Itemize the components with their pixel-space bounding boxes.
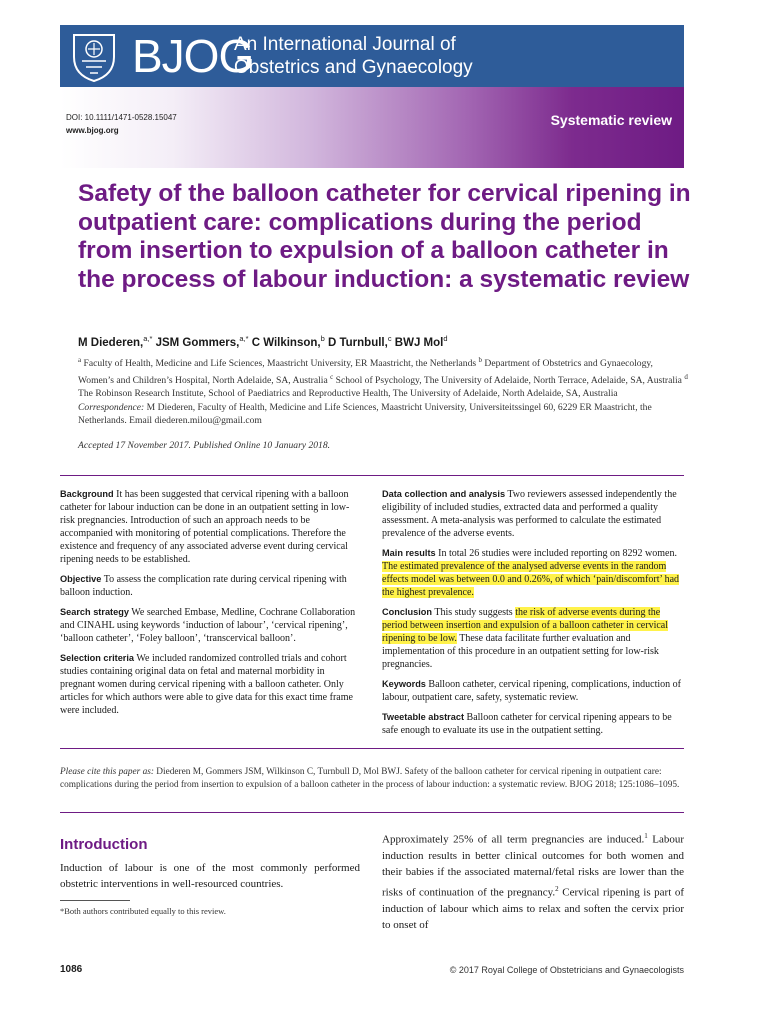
author-name: BWJ Mol xyxy=(394,336,444,349)
body-right-column xyxy=(382,828,684,934)
journal-name-line1: An International Journal of xyxy=(234,34,456,55)
section-text: To assess the complication rate during cervical ripening with balloon induction. xyxy=(60,574,347,598)
section-text: We included randomized controlled trials and cohort studies containing original data on fetal and maternal morbidity in pregnant women during cervical ripening with a balloon catheter. Only articles for which authors were able to give data for this exact time frame were included. xyxy=(60,653,353,716)
affiliation-mark: d xyxy=(684,372,688,381)
section-label: Tweetable abstract xyxy=(382,712,465,722)
citation-text: Diederen M, Gommers JSM, Wilkinson C, Turnbull D, Mol BWJ. Safety of the balloon catheter for cervical ripening in outpatient care: complications during the period from insertion to expulsion of a balloon catheter in the process of labour induction: a systematic review. BJOG 2018; 125:1086–1095. xyxy=(60,767,680,790)
section-label: Data collection and analysis xyxy=(382,489,506,499)
affiliation-b: Department of Obstetrics and Gynaecology, Women’s and Children’s Hospital, North Adelaide, SA, Australia xyxy=(78,358,653,386)
author-name: JSM Gommers, xyxy=(155,336,240,349)
journal-url[interactable]: www.bjog.org xyxy=(66,126,119,135)
author-name: C Wilkinson, xyxy=(251,336,321,349)
highlighted-text: The estimated prevalence of the analysed adverse events in the random effects model was between 0.0 and 0.26%, of which ‘pain/discomfort’ had the highest prevalence. xyxy=(382,561,680,598)
section-text: Balloon catheter, cervical ripening, complications, induction of labour, outpatient care, safety, systematic review. xyxy=(382,679,681,703)
abstract-left-column xyxy=(60,488,360,724)
section-text: Two reviewers assessed independently the eligibility of included studies, extracted data and performed a quality assessment. A meta-analysis was performed to calculate the estimated prevalence of the adverse events. xyxy=(382,489,677,539)
footnote-rule xyxy=(60,900,130,901)
abstract-tweetable xyxy=(382,711,686,737)
correspondence: M Diederen, Faculty of Health, Medicine and Life Sciences, Maastricht University, Universiteitssingel 60, 6229 ER Maastricht, the Netherlands. Email diederen.milou@gmail.com xyxy=(78,401,652,427)
section-label: Selection criteria xyxy=(60,653,135,663)
section-heading-introduction: Introduction xyxy=(60,836,148,853)
section-label: Search strategy xyxy=(60,607,129,617)
author-list xyxy=(78,334,448,349)
affiliation-mark: a xyxy=(78,356,82,364)
section-text: It has been suggested that cervical ripening with a balloon catheter for labour induction can be done in an outpatient setting in low-risk pregnancies. Introduction of such an approach needs to be accompanied with monitoring of potential complications. Therefore the existence and frequency of any associated adverse event during cervical ripening needs to be established. xyxy=(60,489,350,565)
journal-header xyxy=(60,25,684,168)
copyright: © 2017 Royal College of Obstetricians and Gynaecologists xyxy=(449,965,684,975)
abstract-background xyxy=(60,488,360,566)
author-affiliation-mark: a,* xyxy=(239,334,249,343)
abstract-objective xyxy=(60,573,360,599)
section-text: These data facilitate further evaluation and implementation of this procedure in an outpatient setting for low-risk pregnancies. xyxy=(382,633,659,670)
article-type: Systematic review xyxy=(550,112,672,128)
abstract-search-strategy xyxy=(60,606,360,645)
author-name: D Turnbull, xyxy=(327,336,388,349)
affiliation-c: School of Psychology, The University of Adelaide, North Terrace, Adelaide, SA, Australia xyxy=(333,374,685,386)
author-name: M Diederen, xyxy=(78,336,144,349)
affiliation-mark: c xyxy=(330,372,334,381)
author-affiliation-mark: d xyxy=(443,334,448,343)
reference-mark[interactable]: 1 xyxy=(644,832,648,840)
highlighted-text: the risk of adverse events during the period between insertion and expulsion of a balloon catheter in cervical ripening to be low. xyxy=(382,607,669,644)
accepted-date: Accepted 17 November 2017. Published Online 10 January 2018. xyxy=(78,440,331,451)
doi[interactable]: DOI: 10.1111/1471-0528.15047 xyxy=(66,113,177,122)
footnote: *Both authors contributed equally to this review. xyxy=(60,906,226,916)
abstract-right-column xyxy=(382,488,686,744)
abstract-selection-criteria xyxy=(60,652,360,717)
section-label: Conclusion xyxy=(382,607,433,617)
section-label: Objective xyxy=(60,574,102,584)
reference-mark[interactable]: 2 xyxy=(555,884,559,893)
citation-rule xyxy=(60,812,684,813)
correspondence-label: Correspondence: xyxy=(78,401,145,413)
section-text: We searched Embase, Medline, Cochrane Collaboration and CINAHL using keywords ‘induction of labour’, ‘cervical ripening’, ‘balloon catheter’, ‘Foley balloon’, ‘transcervical balloon’. xyxy=(60,607,356,644)
body-text: Cervical ripening is part of induction of labour which aims to relax and soften the cervix prior to onset of xyxy=(382,886,684,932)
page-number: 1086 xyxy=(60,964,83,975)
abstract-top-rule xyxy=(60,475,684,476)
journal-name-line2: Obstetrics and Gynaecology xyxy=(234,57,473,78)
article-title: Safety of the balloon catheter for cervical ripening in outpatient care: complications during the period from insertion to expulsion of a balloon catheter in the process of labour induction: a systematic review xyxy=(78,180,691,293)
author-affiliation-mark: b xyxy=(320,334,325,343)
section-label: Keywords xyxy=(382,679,426,689)
section-label: Background xyxy=(60,489,114,499)
introduction-paragraph: Induction of labour is one of the most commonly performed obstetric interventions in well-resourced countries. xyxy=(60,862,360,890)
journal-banner xyxy=(60,25,684,87)
affiliation-d: The Robinson Research Institute, School of Paediatrics and Reproductive Health, The University of Adelaide, North Adelaide, SA, Australia xyxy=(78,388,618,400)
affiliation-mark: b xyxy=(478,356,483,364)
body-text: Labour induction results in better clinical outcomes for both women and their babies if the associated maternal/fetal risks are lower than the risks of continuation of the pregnancy. xyxy=(382,833,684,899)
section-text: This study suggests xyxy=(432,607,516,618)
author-affiliation-mark: c xyxy=(387,334,392,343)
body-text: Approximately 25% of all term pregnancies are induced. xyxy=(382,833,645,846)
crest-logo-icon xyxy=(68,29,120,83)
abstract-conclusion xyxy=(382,606,686,671)
citation-label: Please cite this paper as: xyxy=(60,767,154,777)
journal-abbreviation: BJOG xyxy=(132,30,254,82)
citation xyxy=(60,766,684,792)
abstract-data-collection xyxy=(382,488,686,540)
section-text: In total 26 studies were included reporting on 8292 women. xyxy=(435,548,677,559)
section-label: Main results xyxy=(382,548,436,558)
author-affiliation-mark: a,* xyxy=(143,334,153,343)
affiliation-a: Faculty of Health, Medicine and Life Sciences, Maastricht University, ER Maastricht, the Netherlands xyxy=(81,358,479,370)
abstract-bottom-rule xyxy=(60,748,684,749)
abstract-main-results xyxy=(382,547,686,599)
abstract-keywords xyxy=(382,678,686,704)
affiliations xyxy=(78,354,688,428)
section-text: Balloon catheter for cervical ripening appears to be safe enough to evaluate its use in the outpatient setting. xyxy=(382,712,672,736)
